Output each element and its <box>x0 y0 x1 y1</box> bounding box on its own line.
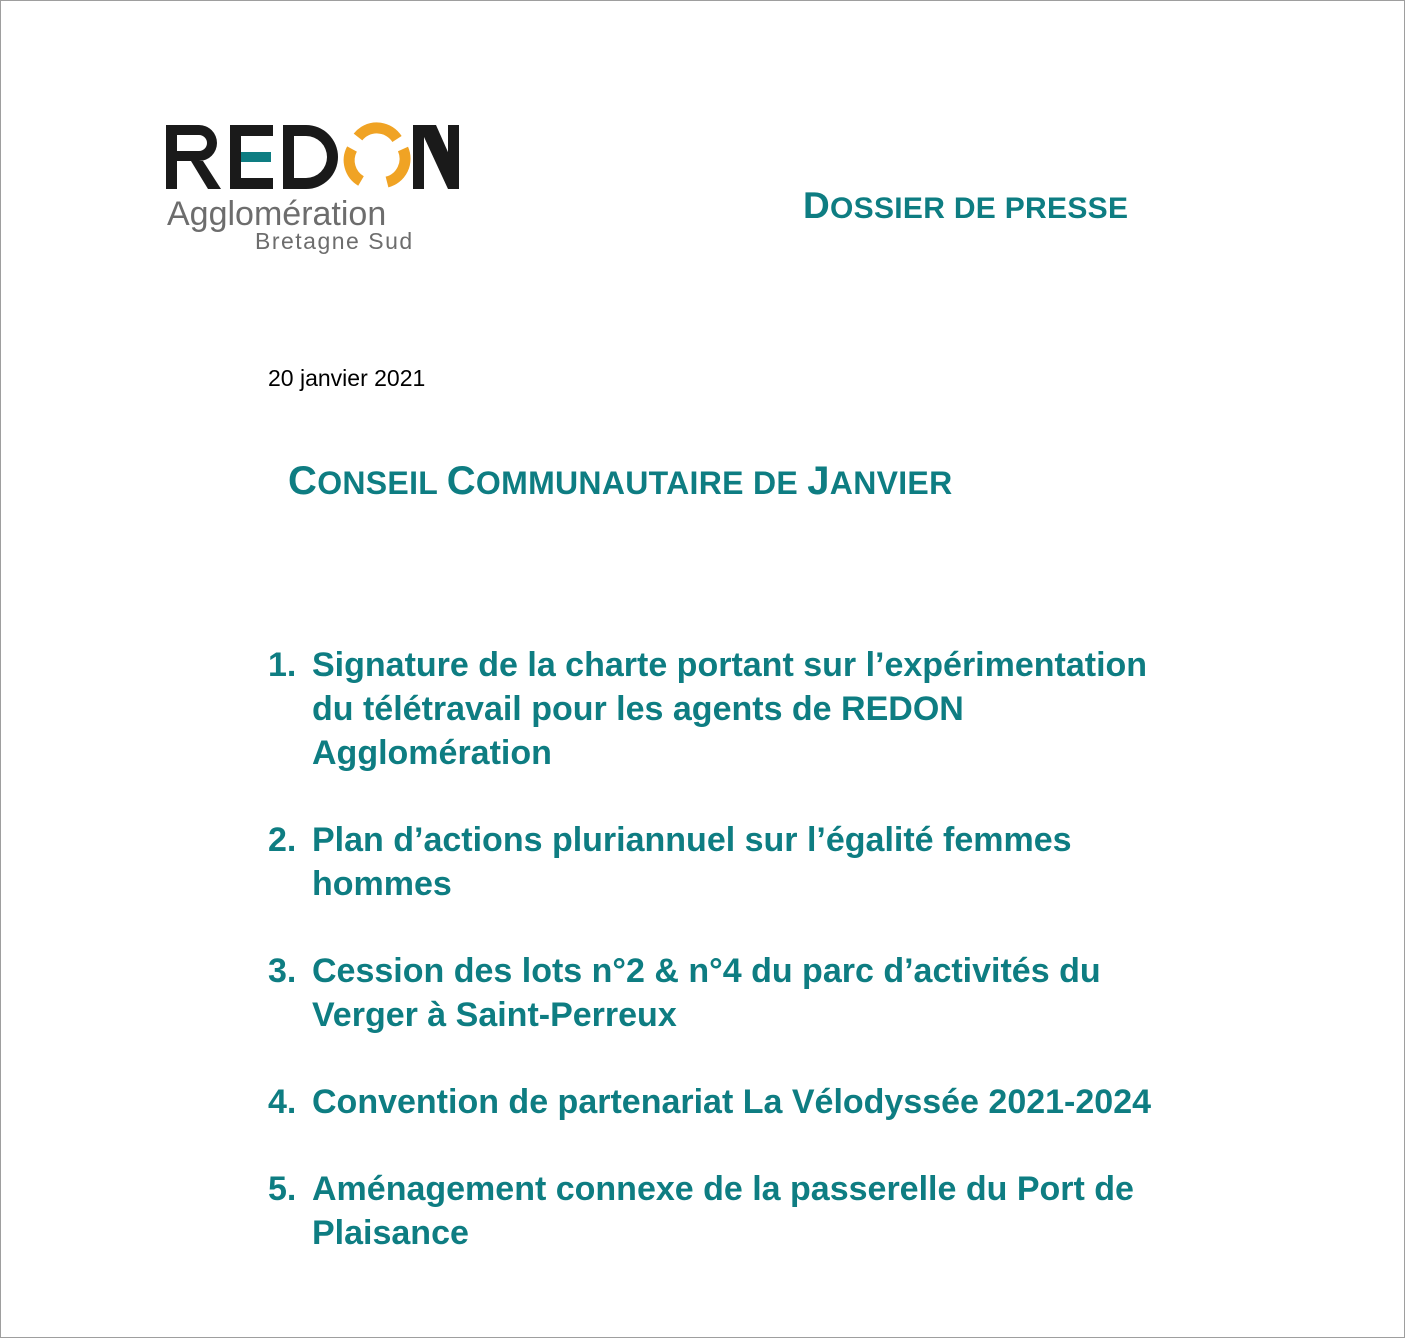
agenda-item <box>268 1080 1278 1124</box>
agenda-item-number: 5. <box>268 1170 297 1208</box>
agenda-item <box>268 949 1278 1037</box>
agenda-item-text-line: Plan d’actions pluriannuel sur l’égalité femmes <box>312 821 1072 859</box>
title-part-2: ONSEIL <box>317 465 447 501</box>
title-part-6: ANVIER <box>829 465 953 501</box>
agenda-item <box>268 818 1278 906</box>
agenda-item-text-line: Agglomération <box>312 734 552 772</box>
logo-subtitle-bretagne-sud: Bretagne Sud <box>255 228 414 254</box>
agenda-item-text-line: Signature de la charte portant sur l’expérimentation <box>312 646 1148 684</box>
agenda-item-text-line: Aménagement connexe de la passerelle du Port de <box>312 1170 1134 1208</box>
agenda-item-text-line: Convention de partenariat La Vélodyssée 2021-2024 <box>312 1083 1152 1121</box>
agenda-item-number: 2. <box>268 821 297 859</box>
agenda-item-text-line: Cession des lots n°2 & n°4 du parc d’activités du <box>312 952 1101 990</box>
agenda-item <box>268 643 1278 775</box>
logo-graphic <box>161 119 466 264</box>
agenda-item-text-line: Plaisance <box>312 1214 469 1252</box>
logo-subtitle-agglomeration: Agglomération <box>167 195 387 233</box>
press-kit-heading <box>803 185 1128 227</box>
title-part-3: C <box>446 459 476 503</box>
press-kit-heading-initial: D <box>803 185 831 226</box>
redon-agglomeration-logo <box>161 119 466 264</box>
title-part-5: J <box>807 459 830 503</box>
agenda-list <box>268 643 1278 1255</box>
agenda-item-number: 1. <box>268 646 297 684</box>
agenda-item-number: 4. <box>268 1083 297 1121</box>
title-part-1: C <box>288 459 318 503</box>
agenda-item-text-line: hommes <box>312 865 452 903</box>
title-part-4: OMMUNAUTAIRE DE <box>475 465 808 501</box>
agenda-item-text-line: Verger à Saint-Perreux <box>312 996 677 1034</box>
document-title <box>288 459 953 504</box>
press-kit-heading-rest: OSSIER DE PRESSE <box>830 192 1129 225</box>
agenda-item-number: 3. <box>268 952 297 990</box>
agenda-item <box>268 1167 1278 1255</box>
agenda-item-text-line: du télétravail pour les agents de REDON <box>312 690 964 728</box>
document-date: 20 janvier 2021 <box>268 365 426 391</box>
